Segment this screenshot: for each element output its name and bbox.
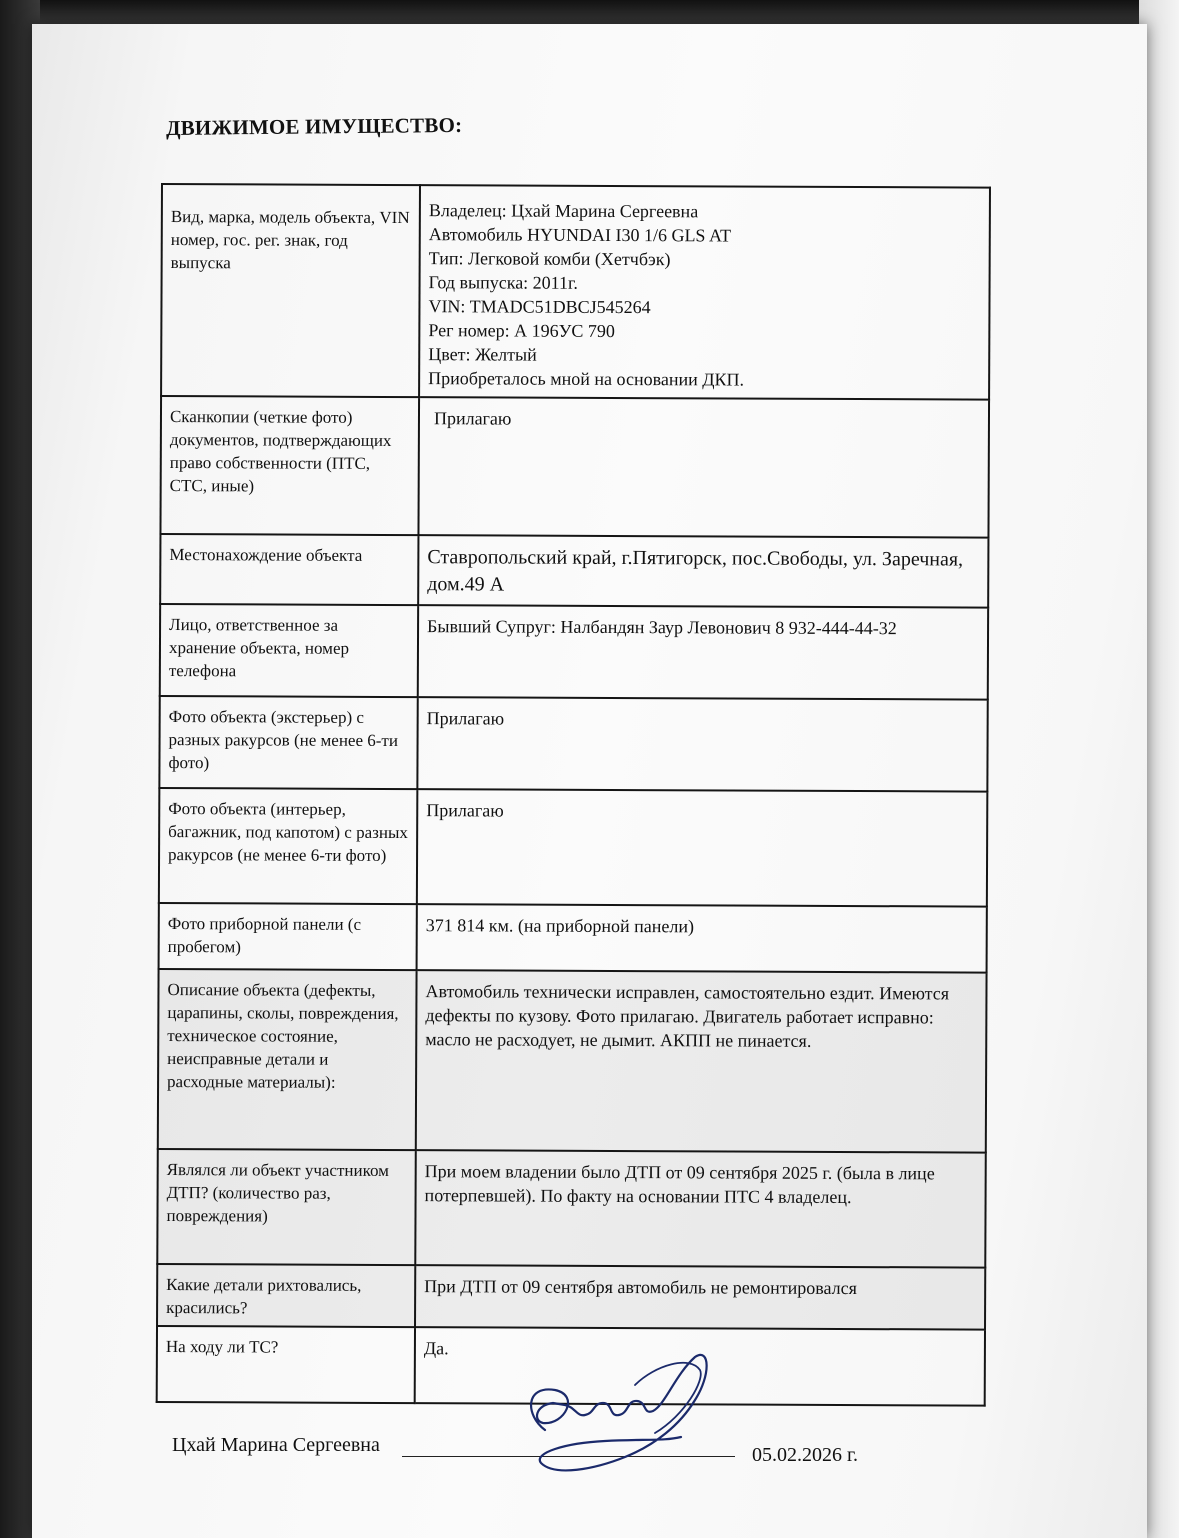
row-value: Автомобиль технически исправлен, самостоятельно ездит. Имеются дефекты по кузову. Фото прилагаю. Двигатель работает исправно: масло не расходует, не дымит. АКПП не пинается. — [416, 970, 987, 1152]
row-value: Ставропольский край, г.Пятигорск, пос.Свободы, ул. Заречная, дом.49 А — [418, 535, 988, 607]
row-value: Прилагаю — [418, 397, 989, 537]
table-row — [161, 184, 990, 400]
table-row — [159, 903, 987, 973]
signature-date: 05.02.2026 г. — [752, 1444, 858, 1466]
row-label: Фото приборной панели (с пробегом) — [159, 903, 417, 970]
owner-line: Владелец: Цхай Марина Сергеевна — [428, 200, 699, 222]
document-title: ДВИЖИМОЕ ИМУЩЕСТВО: — [165, 112, 463, 140]
row-label: Описание объекта (дефекты, царапины, сколы, повреждения, техническое состояние, неисправные детали и расходные материалы): — [158, 969, 417, 1150]
row-value: Да. — [415, 1327, 985, 1405]
table-row — [160, 604, 988, 700]
row-label: Сканкопии (четкие фото) документов, подтверждающих право собственности (ПТС, СТС, иные) — [160, 396, 419, 535]
row-label: Вид, марка, модель объекта, VIN номер, гос. рег. знак, год выпуска — [161, 184, 420, 397]
reg-number-line: Рег номер: А 196УС 790 — [428, 320, 615, 341]
row-label: Фото объекта (интерьер, багажник, под капотом) с разных ракурсов (не менее 6-ти фото) — [159, 788, 417, 904]
table-row — [159, 696, 987, 792]
signer-name: Цхай Марина Сергеевна — [172, 1434, 380, 1456]
table-row — [160, 396, 989, 538]
row-label: Лицо, ответственное за хранение объекта, номер телефона — [160, 604, 418, 697]
car-line: Автомобиль HYUNDAI I30 1/6 GLS AT — [428, 224, 732, 246]
row-label: Какие детали рихтовались, красились? — [157, 1264, 415, 1327]
row-label: На ходу ли ТС? — [157, 1326, 415, 1403]
color-line: Цвет: Желтый — [428, 344, 537, 365]
table-row — [159, 788, 987, 907]
vin-line: VIN: TMADC51DBCJ545264 — [428, 296, 651, 318]
row-value: При моем владении было ДТП от 09 сентября 2025 г. (была в лице потерпевшей). По факту на основании ПТС 4 владелец. — [415, 1150, 985, 1267]
row-label: Фото объекта (экстерьер) с разных ракурсов (не менее 6-ти фото) — [159, 696, 417, 789]
row-label: Являлся ли объект участником ДТП? (количество раз, повреждения) — [157, 1149, 415, 1265]
row-value: При ДТП от 09 сентября автомобиль не ремонтировался — [415, 1265, 985, 1329]
type-line: Тип: Легковой комби (Хетчбэк) — [428, 248, 671, 270]
table-row — [158, 969, 987, 1153]
handwritten-signature-icon — [505, 1345, 725, 1485]
row-value: Прилагаю — [417, 789, 987, 906]
row-label: Местонахождение объекта — [160, 534, 418, 605]
property-table — [156, 183, 991, 1407]
row-value: Прилагаю — [417, 697, 987, 791]
year-line: Год выпуска: 2011г. — [428, 272, 578, 293]
acquisition-line: Приобреталось мной на основании ДКП. — [428, 368, 745, 390]
table-row — [160, 534, 988, 608]
row-value: Бывший Супруг: Налбандян Заур Левонович 8 932-444-44-32 — [418, 605, 988, 699]
table-row — [157, 1149, 985, 1268]
row-value: 371 814 км. (на приборной панели) — [417, 904, 987, 972]
table-row — [157, 1264, 985, 1330]
row-value — [419, 185, 990, 399]
